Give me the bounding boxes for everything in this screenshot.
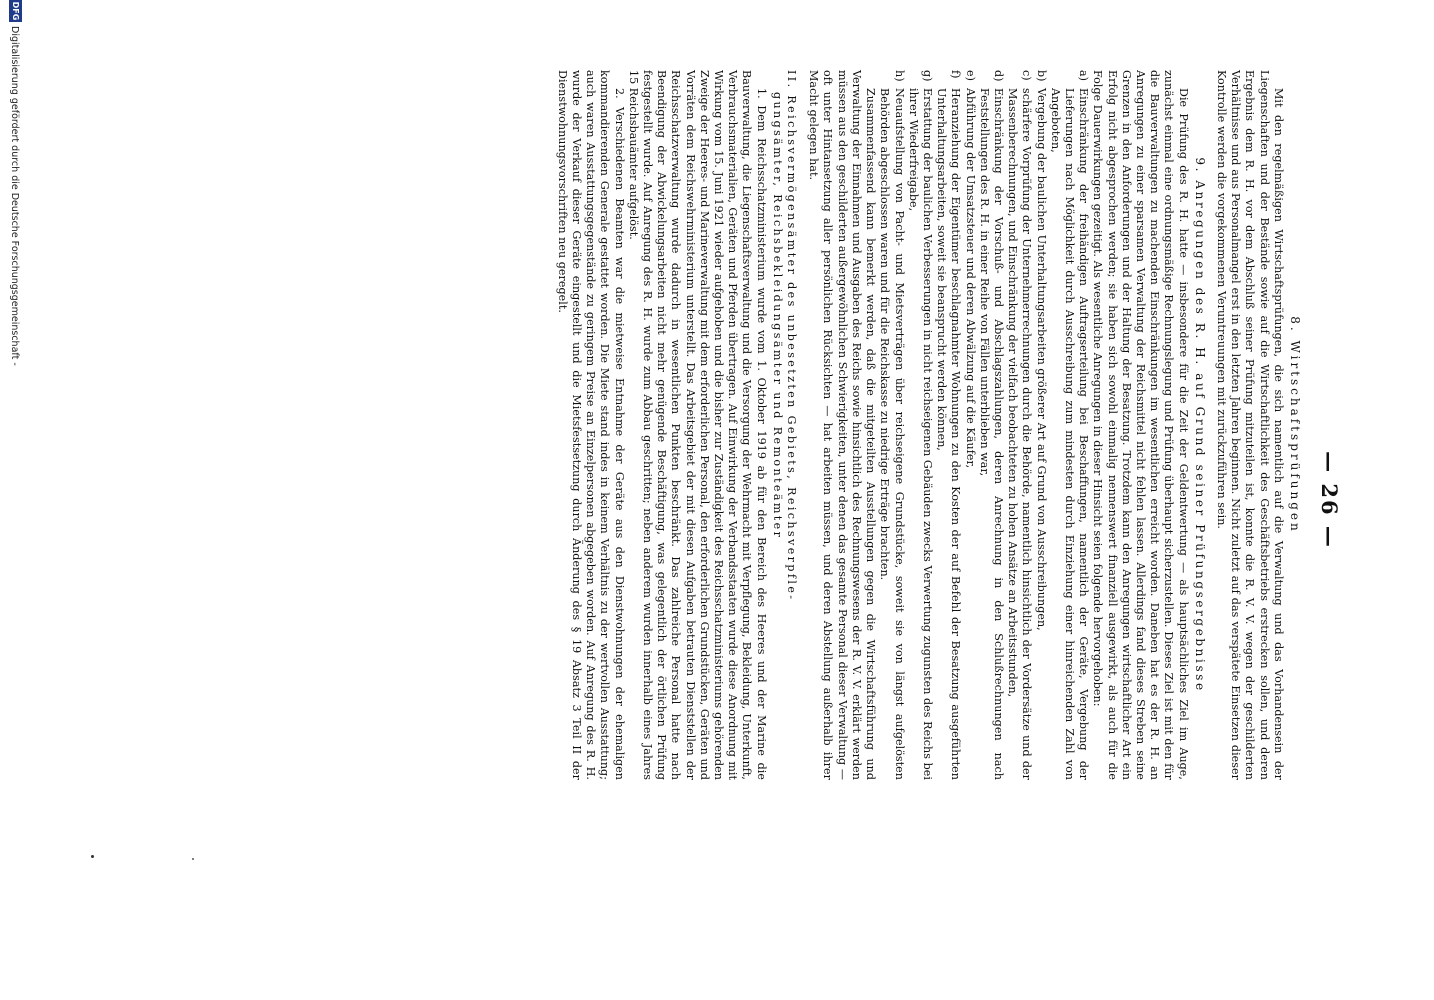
section-9-intro-paragraph: Die Prüfung des R. H. hatte — insbesondere für die Zeit der Geldentwertung — als hauptsächliches Ziel im Auge, zunächst einmal eine ordnungsmäßige Rechnungslegung und Prüfung überhaupt sicherzustellen. Dieses Ziel ist mit den für die Bauverwaltungen zu machenden Einschränkungen im wesentlichen erreicht worden. Daneben hat es der R. H. an Anregungen zu einer sparsamen Verwaltung der Reichsmittel nicht fehlen lassen. Allerdings fand dieses Streben seine Grenzen in den Anforderungen und der Haltung der Besatzung. Trotzdem kann den Anregungen wirtschaftlicher Art ein Erfolg nicht abgesprochen werden; sie haben sich sowohl einmalig nennenswert finanziell ausgewirkt, als auch für die Folge Dauerwirkungen gezeitigt. Als wesentliche Anregungen in dieser Hinsicht seien folgende hervorgehoben: (1091, 70, 1190, 780)
section-9-heading: 9. Anregungen des R. H. auf Grund seiner Prüfungsergebnisse (1192, 157, 1207, 693)
section-8-paragraph: Mit den regelmäßigen Wirtschaftsprüfungen, die sich namentlich auf die Verwaltung und das Vorhandensein der Liegenschaften und der Bestände sowie auf die Wirtschaftlichkeit des Geschäftsbetriebs erstrecken sollen, und deren Ergebnis dem R. H. vor dem Abschluß seiner Prüfung mitzuteilen ist, konnte die R. V. V. wegen der geschilderten Verhältnisse und aus Personalmangel erst in den letzten Jahren beginnen. Nicht zuletzt auf das verspätete Einsetzen dieser Kontrolle werden die vorgekommenen Veruntreuungen mit zurückzuführen sein. (1214, 70, 1285, 780)
recommendation-text: Vergebung der baulichen Unterhaltungsarbeiten größerer Art auf Grund von Ausschreibungen, (1034, 88, 1048, 631)
recommendation-text: Abführung der Umsatzsteuer und deren Abwälzung auf die Käufer, (963, 88, 977, 469)
funding-note: Digitalisierung gefördert durch die Deutsche Forschungsgemeinschaft - (9, 26, 20, 366)
dfg-logo: DFG (11, 1, 20, 21)
section-9-summary-paragraph: Zusammenfassend kann bemerkt werden, daß die mitgeteilten Ausstellungen gegen die Wirtschaftsführung und Verwaltung der Einnahmen und Ausgaben des Reichs sowie hinsichtlich des Rechnungswesens der R. V. V. erklärt werden müssen aus den geschilderten außergewöhnlichen Schwierigkeiten, unter denen das gesamte Personal dieser Verwaltung — oft unter Hintansetzung aller persönlichen Rücksichten — hat arbeiten müssen, und deren Abstellung außerhalb ihrer Macht gelegen hat. (807, 70, 878, 780)
list-marker: g) (920, 70, 934, 82)
recommendation-text: Heranziehung der Eigentümer beschlagnahmter Wohnungen zu den Kosten der auf Befehl der Besatzung ausgeführten Unterhaltungsarbeiten, soweit sie beansprucht werden können, (935, 88, 963, 780)
list-marker: b) (1034, 70, 1048, 82)
list-marker: f) (949, 70, 963, 79)
list-marker: a) (1077, 70, 1091, 82)
recommendation-text: Erstattung der baulichen Verbesserungen in nicht reichseigenen Gebäuden zwecks Verwertung zugunsten des Reichs bei ihrer Wiederfreigabe, (906, 88, 934, 780)
section-ii-heading-line-1: II. Reichsvermögensämter des unbesetzten Gebiets, Reichsverpfle- (785, 70, 799, 602)
recommendation-text: schärfere Vorprüfung der Unternehmerrechnungen durch die Behörde, namentlich hinsichtlich der Vordersätze und der Massenberechnungen, und Einschränkung der vielfach beobachteten zu hohen Ansätze an Arbeitsstunden, (1006, 88, 1034, 780)
list-marker: d) (991, 70, 1005, 82)
list-marker: e) (963, 70, 977, 81)
section-ii-paragraph-2: 2. Verschiedenen Beamten war die mietweise Entnahme der Geräte aus den Dienstwohnungen der ehemaligen kommandierenden Generale gestattet worden. Die Miete stand indes in keinem Verhältnis zu der wertvollen Ausstattung; auch waren Ausstattungsgegenstände zu geringem Preise an Einzelpersonen abgegeben worden. Auf Anregung des R. H. wurde der Verkauf dieser Geräte eingestellt und die Mietsfestsetzung durch Änderung des § 19 Absatz 3 Teil II der Dienstwohnungsvorschriften neu geregelt. (555, 70, 626, 780)
page-number: — 26 — (1317, 451, 1342, 549)
list-marker: h) (892, 70, 906, 82)
list-marker: c) (1020, 70, 1034, 81)
section-ii-heading-line-2: gungsämter, Reichsbekleidungsämter und Remonteämter (770, 92, 784, 540)
section-8-heading: 8. Wirtschaftsprüfungen (1288, 316, 1302, 534)
section-ii-paragraph-1: 1. Dem Reichsschatzministerium wurde vom 1. Oktober 1919 ab für den Bereich des Heeres und der Marine die Bauverwaltung, die Liegenschaftsverwaltung und die Versorgung der Wehrmacht mit Verpflegung, Bekleidung, Unterkunft, Verbrauchsmaterialien, Geräten und Pferden übertragen. Auf Einwirkung der Verbandsstaaten wurde diese Anordnung mit Wirkung vom 15. Juni 1921 wieder aufgehoben und die bisher zur Zuständigkeit des Reichsschatzministeriums gehörenden Zweige der Heeres- und Marineverwaltung mit dem erforderlichen Personal, den erforderlichen Grundstücken, Geräten und Vorräten dem Reichswehrministerium unterstellt. Das Arbeitsgebiet der mit diesen Aufgaben betrauten Dienststellen der Reichsschatzverwaltung wurde dadurch in wesentlichen Punkten beschränkt. Das zahlreiche Personal hatte nach Beendigung der Abwickelungsarbeiten nicht mehr genügende Beschäftigung, was gelegentlich der örtlichen Prüfung festgestellt wurde. Auf Anregung des R. H. wurde zum Abbau geschritten; neben anderem wurden innerhalb eines Jahres 15 Reichsbauämter aufgelöst. (626, 70, 768, 780)
recommendation-text: Einschränkung der freihändigen Auftragserteilung bei Beschaffungen, namentlich der Geräte, Vergebung der Lieferungen nach Möglichkeit durch Ausschreibung zum mindesten durch Einziehung einer hinreichenden Zahl von Angeboten, (1048, 88, 1091, 780)
recommendation-text: Einschränkung der Vorschuß- und Abschlagszahlungen, deren Anrechnung in den Schlußrechnungen nach Feststellungen des R. H. in einer Reihe von Fällen unterblieben war, (977, 88, 1005, 780)
recommendation-text: Neuaufstellung von Pacht- und Mietsverträgen über reichseigene Grundstücke, soweit sie von längst aufgelösten Behörden abgeschlossen waren und für die Reichskasse zu niedrige Erträge brachten. (878, 88, 906, 780)
